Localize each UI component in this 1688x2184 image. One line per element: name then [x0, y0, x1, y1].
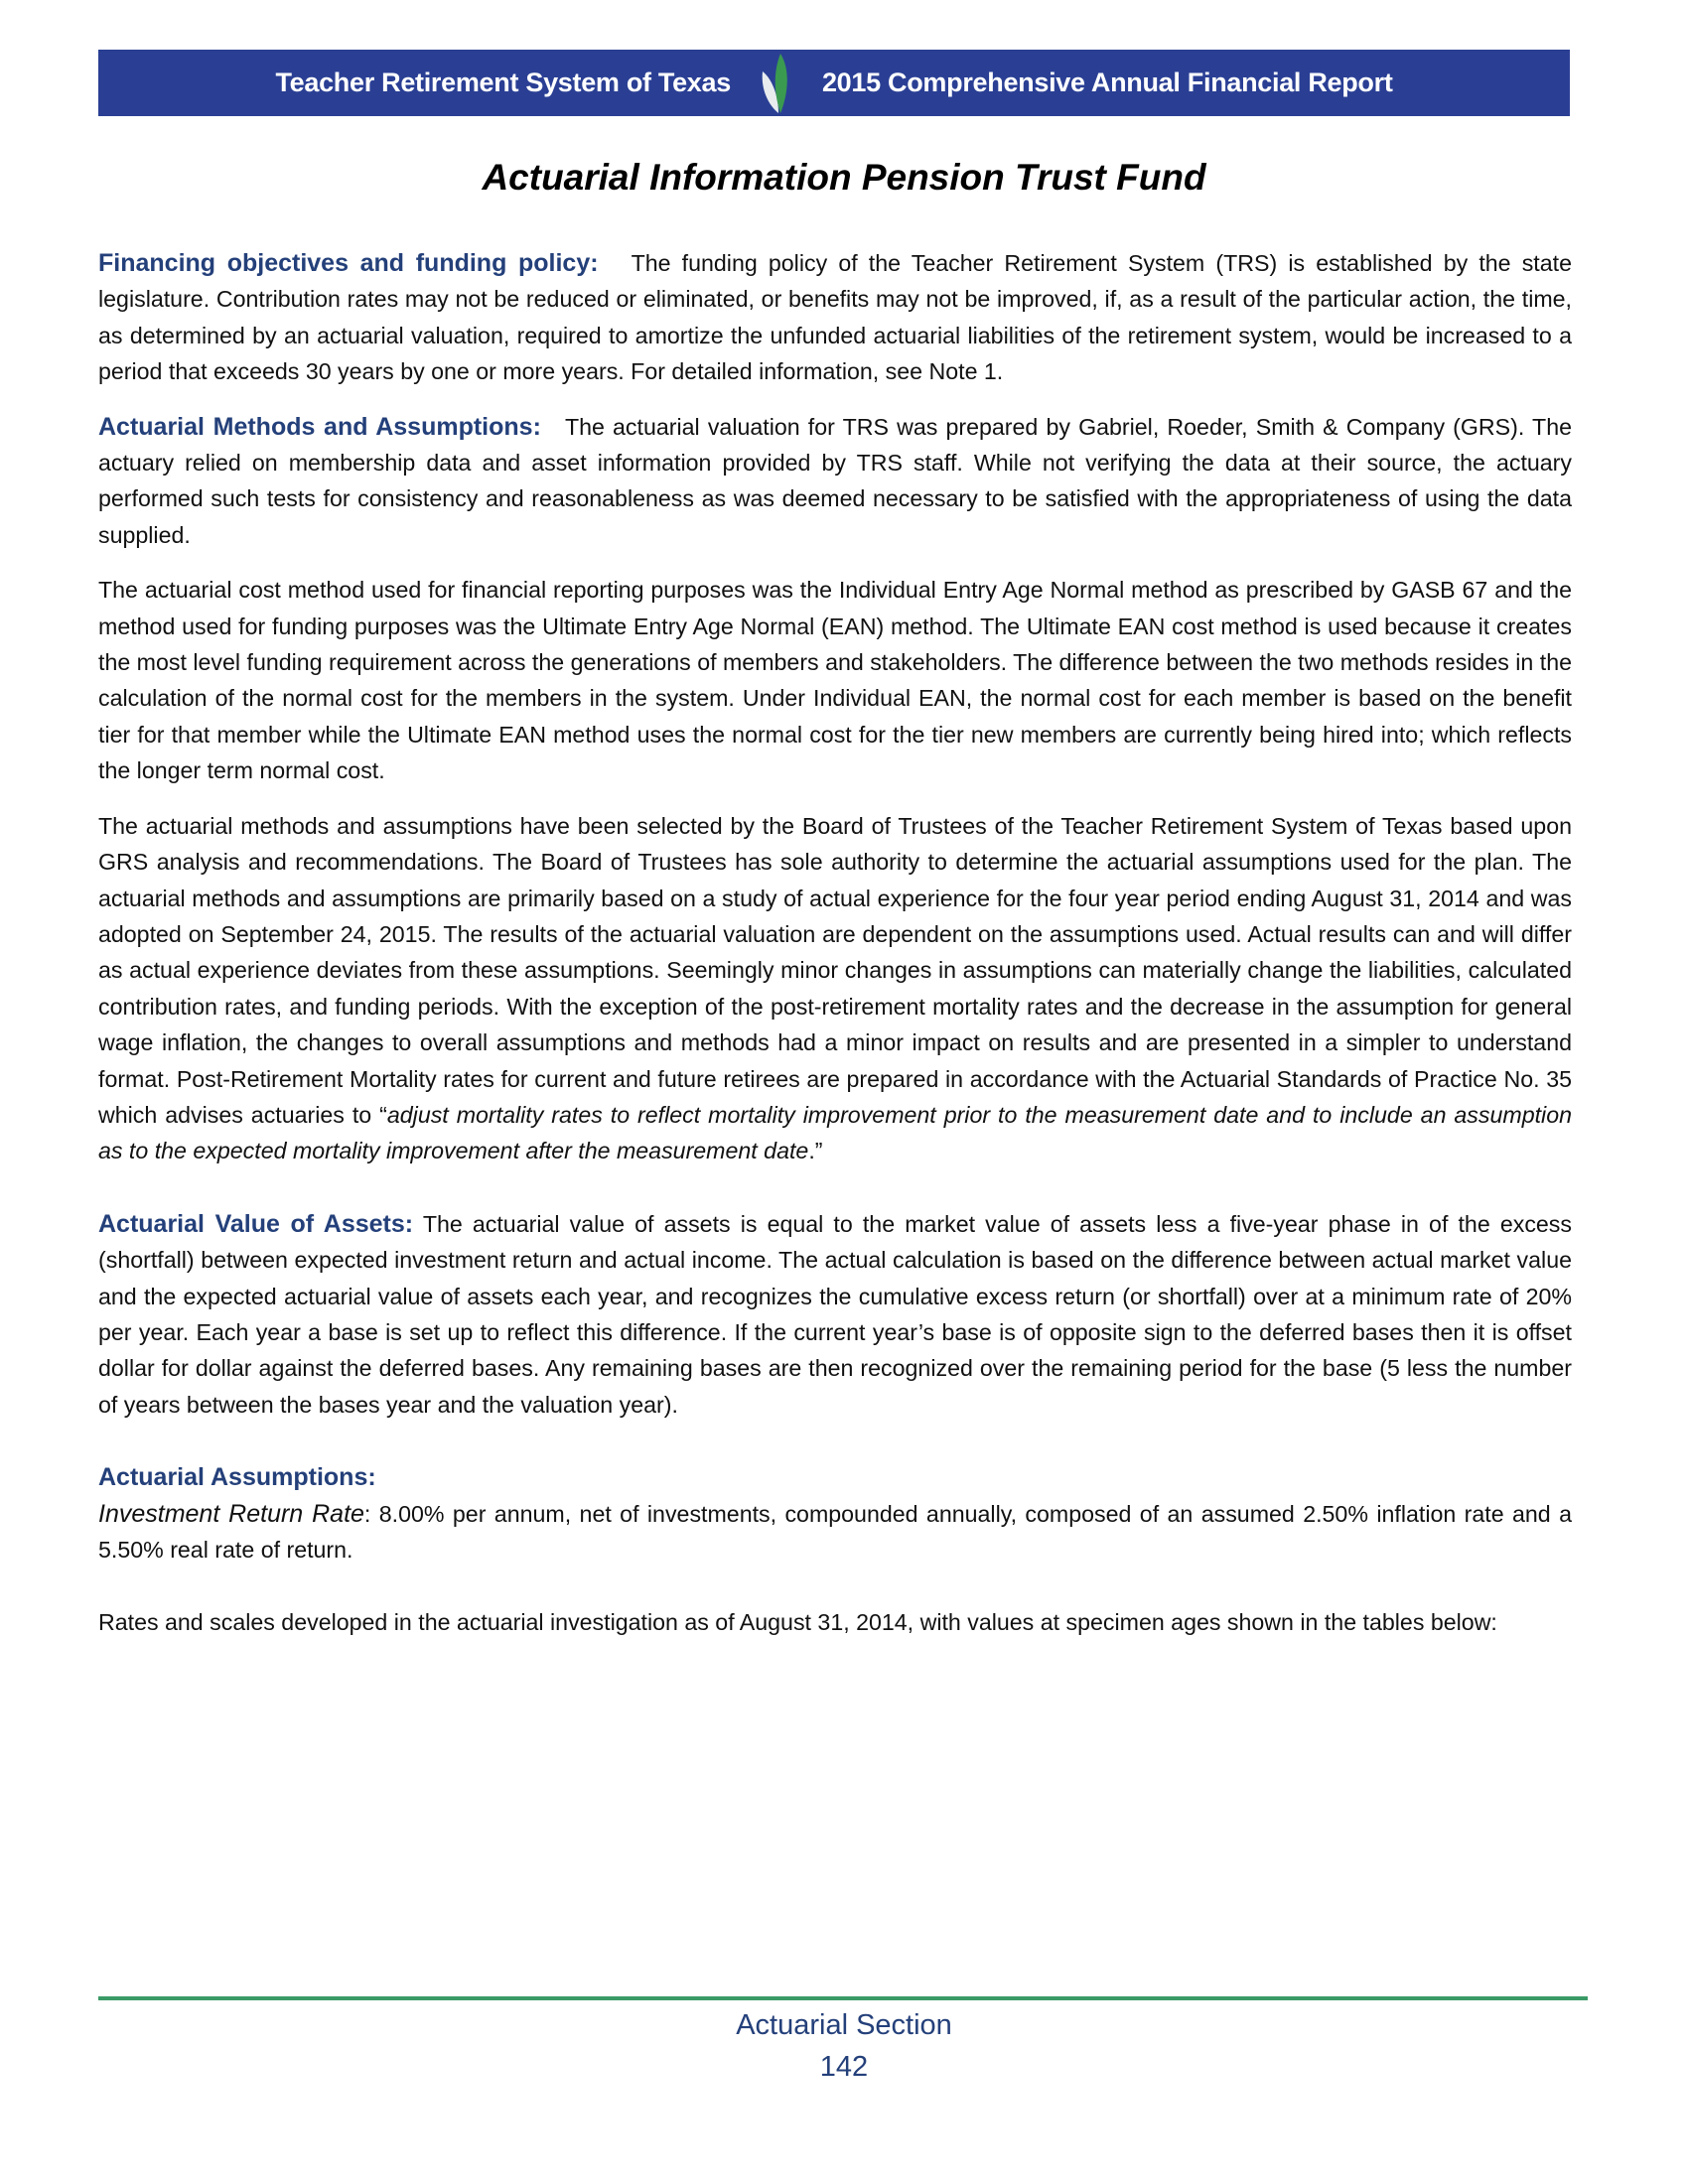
- header-org-name: Teacher Retirement System of Texas: [275, 68, 731, 97]
- rates-paragraph: Rates and scales developed in the actuarial investigation as of August 31, 2014, with values at specimen ages shown in the tables below:: [98, 1609, 1497, 1636]
- financing-paragraph: [98, 245, 1572, 390]
- footer-section-name: Actuarial Section: [736, 2009, 952, 2041]
- header-report-name: 2015 Comprehensive Annual Financial Report: [821, 68, 1393, 97]
- methods-text: The actuarial valuation for TRS was prepared by Gabriel, Roeder, Smith & Company (GRS). The actuary relied on membership data and asset information provided by TRS staff. While not verifying the data at their source, the actuary performed such tests for consistency and reasonableness as was deemed necessary to be satisfied with the appropriateness of using the data supplied.: [98, 413, 1572, 548]
- investment-paragraph: [98, 1496, 1572, 1569]
- page-title: Actuarial Information Pension Trust Fund: [482, 157, 1206, 198]
- assumptions-heading: Actuarial Assumptions:: [98, 1463, 376, 1492]
- selection-paragraph: [98, 808, 1572, 1169]
- footer-divider: [98, 1996, 1588, 2000]
- financing-text: The funding policy of the Teacher Retirement System (TRS) is established by the state legislature. Contribution rates may not be reduced or eliminated, or benefits may not be improved, if, as a result of the particular action, the time, as determined by an actuarial valuation, required to amortize the unfunded actuarial liabilities of the retirement system, would be increased to a period that exceeds 30 years by one or more years. For detailed information, see Note 1.: [98, 250, 1572, 385]
- quote-end: .”: [808, 1138, 823, 1164]
- cost-method-paragraph: The actuarial cost method used for financial reporting purposes was the Individual Entry Age Normal method as prescribed by GASB 67 and the method used for funding purposes was the Ultimate Entry Age Normal (EAN) method. The Ultimate EAN cost method is used because it creates the most level funding requirement across the generations of members and stakeholders. The difference between the two methods resides in the calculation of the normal cost for the members in the system. Under Individual EAN, the normal cost for each member is based on the benefit tier for that member while the Ultimate EAN method uses the normal cost for the tier new members are currently being hired into; which reflects the longer term normal cost.: [98, 577, 1572, 784]
- methods-heading: Actuarial Methods and Assumptions:: [98, 412, 541, 441]
- document-body: [98, 245, 1572, 1660]
- methods-paragraph: [98, 409, 1572, 554]
- assets-paragraph: [98, 1206, 1572, 1423]
- leaf-icon: [757, 54, 796, 113]
- financing-heading: Financing objectives and funding policy:: [98, 249, 599, 277]
- asop-quote: adjust mortality rates to reflect mortality improvement prior to the measurement date and to include an assumption as to the expected mortality improvement after the measurement date: [98, 1101, 1572, 1164]
- assets-heading: Actuarial Value of Assets:: [98, 1209, 414, 1238]
- report-header-banner: [98, 50, 1570, 116]
- investment-label: Investment Return Rate: [98, 1499, 364, 1528]
- page-number: 142: [819, 2051, 869, 2083]
- selection-text: The actuarial methods and assumptions have been selected by the Board of Trustees of the Teacher Retirement System of Texas based upon GRS analysis and recommendations. The Board of Trustees has sole authority to determine the actuarial assumptions used for the plan. The actuarial methods and assumptions are primarily based on a study of actual experience for the four year period ending August 31, 2014 and was adopted on September 24, 2015. The results of the actuarial valuation are dependent on the assumptions used. Actual results can and will differ as actual experience deviates from these assumptions. Seemingly minor changes in assumptions can materially change the liabilities, calculated contribution rates, and funding periods. With the exception of the post-retirement mortality rates and the decrease in the assumption for general wage inflation, the changes to overall assumptions and methods had a minor impact on results and are presented in a simpler to understand format. Post-Retirement Mortality rates for current and future retirees are prepared in accordance with the Actuarial Standards of Practice No. 35 which advises actuaries to “: [98, 812, 1572, 1128]
- assets-text: The actuarial value of assets is equal to the market value of assets less a five-year phase in of the excess (shortfall) between expected investment return and actual income. The actual calculation is based on the difference between actual market value and the expected actuarial value of assets each year, and recognizes the cumulative excess return (or shortfall) over at a minimum rate of 20% per year. Each year a base is set up to reflect this difference. If the current year’s base is of opposite sign to the deferred bases then it is offset dollar for dollar against the deferred bases. Any remaining bases are then recognized over the remaining period for the base (5 less the number of years between the bases year and the valuation year).: [98, 1210, 1572, 1418]
- investment-text: : 8.00% per annum, net of investments, compounded annually, composed of an assumed 2.50% inflation rate and a 5.50% real rate of return.: [98, 1500, 1572, 1563]
